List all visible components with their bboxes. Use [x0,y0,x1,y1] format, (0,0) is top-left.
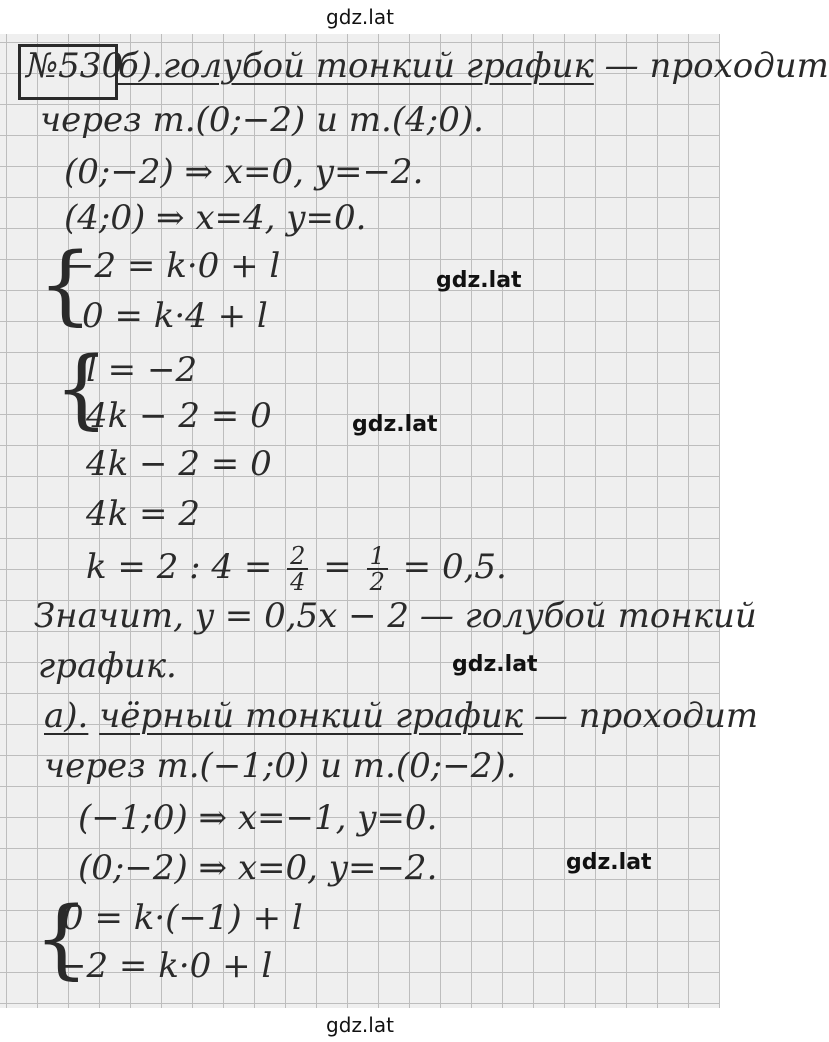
part-a-title: чёрный тонкий график [99,696,524,736]
part-b-heading-rest: — проходит [593,46,829,86]
system-brace: { [54,339,109,439]
part-a-heading [44,696,758,736]
part-a-point2: (0;−2) ⇒ x=0, y=−2. [78,848,438,888]
watermark: gdz.lat [436,268,522,293]
watermark: gdz.lat [452,652,538,677]
k-calculation [86,544,507,594]
equals-sign: = [323,547,352,587]
part-a-label: а). [44,696,89,736]
problem-number: №530 [26,46,124,86]
part-a-point1: (−1;0) ⇒ x=−1, y=0. [78,798,438,838]
watermark: gdz.lat [352,412,438,437]
system1-eq2: 0 = k·4 + l [82,296,268,336]
part-b-through-points: через т.(0;−2) и т.(4;0). [40,100,484,140]
fraction-1-2 [367,544,388,594]
system2-eq1: l = −2 [86,350,198,390]
system-brace: { [38,235,93,335]
fraction-numerator: 2 [287,544,308,570]
fraction-denominator: 4 [290,568,306,596]
part-b-title: голубой тонкий график [162,46,594,86]
system2-eq2: 4k − 2 = 0 [86,396,272,436]
k-calc-start: k = 2 : 4 = [86,547,273,587]
header-watermark: gdz.lat [0,0,720,34]
system-brace: { [34,889,89,989]
k-calc-end: = 0,5. [402,547,507,587]
part-b-label: б). [118,46,163,86]
fraction-denominator: 2 [369,568,385,596]
fraction-numerator: 1 [367,544,388,570]
watermark: gdz.lat [566,850,652,875]
part-b-heading [118,46,829,86]
part-a-through-points: через т.(−1;0) и т.(0;−2). [44,746,517,786]
part-a-heading-rest: — проходит [523,696,759,736]
equation-line: 4k = 2 [86,494,200,534]
system3-eq1: 0 = k·(−1) + l [62,898,303,938]
part-b-conclusion-end: график. [38,646,177,686]
equation-line: 4k − 2 = 0 [86,444,272,484]
system3-eq2: −2 = k·0 + l [58,946,273,986]
fraction-2-4 [287,544,308,594]
part-b-conclusion: Значит, y = 0,5x − 2 — голубой тонкий [34,596,757,636]
footer-watermark: gdz.lat [0,1008,720,1042]
part-b-point1: (0;−2) ⇒ x=0, y=−2. [64,152,424,192]
system1-eq1: −2 = k·0 + l [66,246,281,286]
part-b-point2: (4;0) ⇒ x=4, y=0. [64,198,367,238]
notebook-page [0,34,829,1008]
